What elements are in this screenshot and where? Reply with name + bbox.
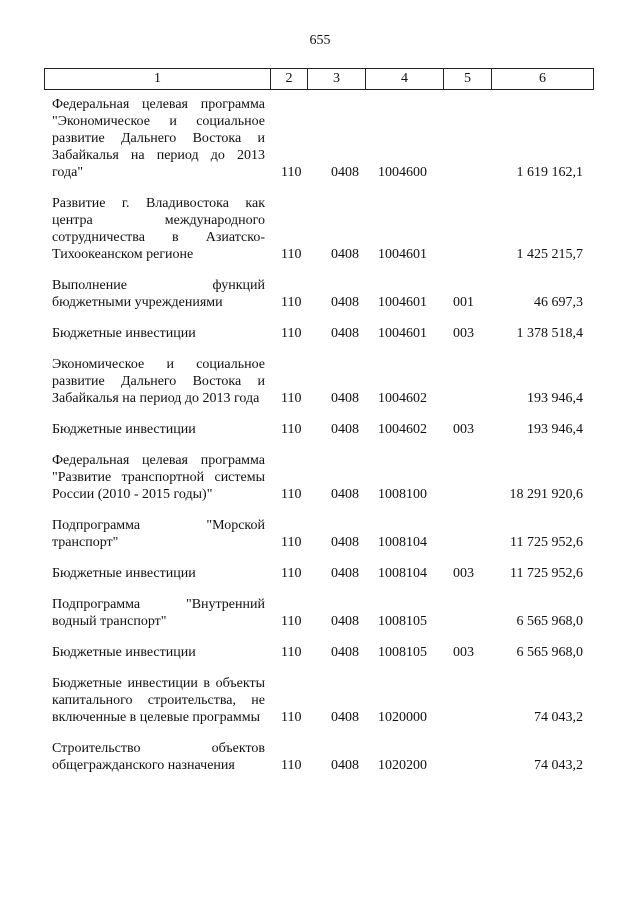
row-section: 110 [281, 710, 302, 725]
table-row [0, 356, 640, 407]
row-subsection: 0408 [331, 247, 359, 262]
table-row [0, 195, 640, 263]
row-amount: 11 725 952,6 [510, 535, 583, 550]
row-section: 110 [281, 247, 302, 262]
row-expense-type: 003 [453, 645, 474, 660]
header-col-5: 5 [444, 69, 492, 89]
row-amount: 11 725 952,6 [510, 566, 583, 581]
row-section: 110 [281, 165, 302, 180]
row-subsection: 0408 [331, 645, 359, 660]
table-row [0, 644, 640, 661]
table-row [0, 675, 640, 726]
row-target-article: 1008100 [378, 487, 427, 502]
row-name: Бюджетные инвестиции в объекты капитального строительства, не включенные в целевые программы [52, 676, 265, 725]
row-expense-type: 003 [453, 422, 474, 437]
row-amount: 193 946,4 [527, 422, 583, 437]
table-row [0, 421, 640, 438]
row-subsection: 0408 [331, 535, 359, 550]
row-name: Федеральная целевая программа "Развитие транспортной системы России (2010 - 2015 годы)" [52, 453, 265, 502]
row-amount: 46 697,3 [534, 295, 583, 310]
row-subsection: 0408 [331, 566, 359, 581]
table-row [0, 740, 640, 774]
row-name: Строительство объектов общегражданского назначения [52, 741, 265, 773]
page-number: 655 [309, 33, 331, 48]
row-section: 110 [281, 645, 302, 660]
row-name: Бюджетные инвестиции [52, 645, 196, 660]
table-row [0, 325, 640, 342]
row-section: 110 [281, 295, 302, 310]
row-subsection: 0408 [331, 391, 359, 406]
table-row [0, 96, 640, 181]
header-col-6: 6 [539, 71, 546, 86]
row-name: Подпрограмма "Морской транспорт" [52, 518, 265, 550]
row-amount: 6 565 968,0 [516, 614, 583, 629]
header-col-3: 3 [308, 69, 366, 89]
row-section: 110 [281, 614, 302, 629]
row-target-article: 1020000 [378, 710, 427, 725]
row-amount: 1 425 215,7 [516, 247, 583, 262]
row-name: Развитие г. Владивостока как центра международного сотрудничества в Азиатско-Тихоокеанском регионе [52, 196, 265, 262]
row-amount: 74 043,2 [534, 758, 583, 773]
row-subsection: 0408 [331, 295, 359, 310]
row-section: 110 [281, 566, 302, 581]
row-subsection: 0408 [331, 165, 359, 180]
row-name: Федеральная целевая программа "Экономическое и социальное развитие Дальнего Востока и Забайкалья на период до 2013 года" [52, 97, 265, 180]
table-row [0, 517, 640, 551]
row-target-article: 1004601 [378, 295, 427, 310]
table-header [44, 68, 594, 90]
header-col-4: 4 [366, 69, 444, 89]
row-name: Подпрограмма "Внутренний водный транспорт" [52, 597, 265, 629]
row-target-article: 1004601 [378, 326, 427, 341]
row-target-article: 1004602 [378, 391, 427, 406]
row-section: 110 [281, 326, 302, 341]
table-row [0, 565, 640, 582]
row-target-article: 1008104 [378, 535, 427, 550]
header-col-1: 1 [45, 69, 271, 89]
row-amount: 74 043,2 [534, 710, 583, 725]
row-amount: 6 565 968,0 [516, 645, 583, 660]
row-name: Бюджетные инвестиции [52, 326, 196, 341]
row-subsection: 0408 [331, 614, 359, 629]
row-target-article: 1004601 [378, 247, 427, 262]
row-subsection: 0408 [331, 326, 359, 341]
table-body [0, 96, 640, 788]
row-target-article: 1020200 [378, 758, 427, 773]
row-subsection: 0408 [331, 487, 359, 502]
row-name: Бюджетные инвестиции [52, 422, 196, 437]
row-target-article: 1008105 [378, 645, 427, 660]
row-name: Выполнение функций бюджетными учреждениями [52, 278, 265, 310]
row-amount: 1 378 518,4 [516, 326, 583, 341]
row-subsection: 0408 [331, 710, 359, 725]
row-amount: 193 946,4 [527, 391, 583, 406]
table-row [0, 452, 640, 503]
row-name: Экономическое и социальное развитие Дальнего Востока и Забайкалья на период до 2013 года [52, 357, 265, 406]
row-target-article: 1004600 [378, 165, 427, 180]
row-target-article: 1004602 [378, 422, 427, 437]
row-amount: 1 619 162,1 [516, 165, 583, 180]
row-section: 110 [281, 535, 302, 550]
row-section: 110 [281, 391, 302, 406]
row-section: 110 [281, 758, 302, 773]
row-expense-type: 003 [453, 566, 474, 581]
row-expense-type: 001 [453, 295, 474, 310]
row-subsection: 0408 [331, 758, 359, 773]
row-amount: 18 291 920,6 [509, 487, 583, 502]
row-target-article: 1008105 [378, 614, 427, 629]
row-target-article: 1008104 [378, 566, 427, 581]
row-section: 110 [281, 487, 302, 502]
row-section: 110 [281, 422, 302, 437]
table-row [0, 596, 640, 630]
header-col-2: 2 [271, 69, 308, 89]
row-subsection: 0408 [331, 422, 359, 437]
row-name: Бюджетные инвестиции [52, 566, 196, 581]
table-row [0, 277, 640, 311]
row-expense-type: 003 [453, 326, 474, 341]
